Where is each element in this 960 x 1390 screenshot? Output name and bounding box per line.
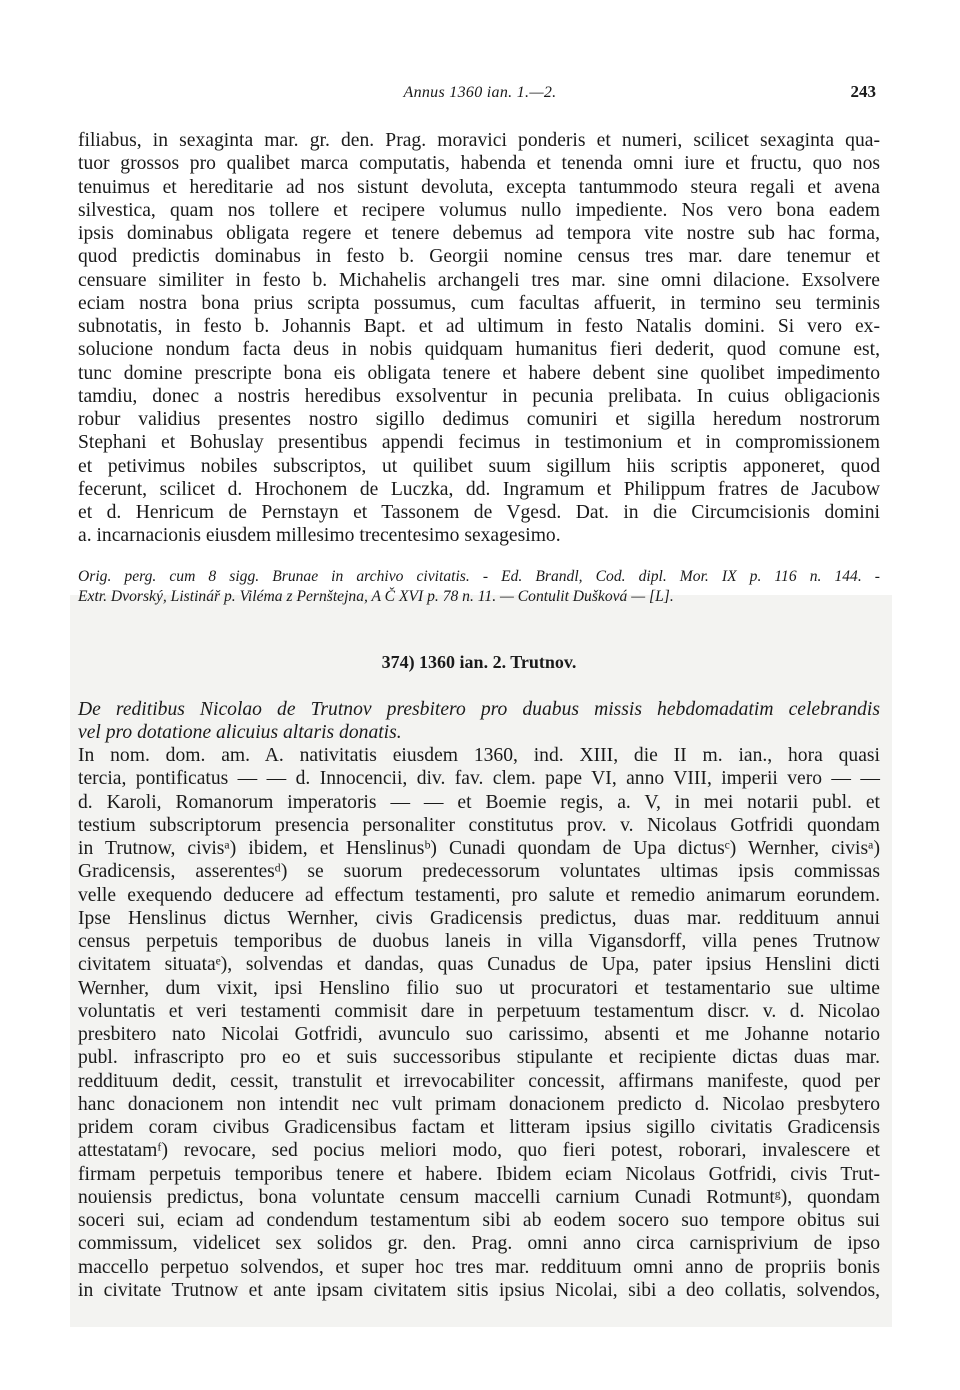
text-line: d. Karoli, Romanorum imperatoris — — et Boemie regis, a. V, in mei notarii publ. et (78, 791, 880, 813)
text-line: In nom. dom. am. A. nativitatis eiusdem 1360, ind. XIII, die II m. ian., hora quasi (78, 745, 880, 766)
text-line: ipsis dominabus obligata regere et tenere debemus ad tempora vite nostre sub hac forma, (78, 223, 880, 244)
source-notes (78, 567, 880, 607)
text-line: publ. infrascripto pro eo et suis successoribus stipulante et recipiente dictas duas mar. (78, 1047, 880, 1069)
text-line: a. incarnacionis eiusdem millesimo trecentesimo sexagesimo. (78, 525, 561, 547)
document-heading: 374) 1360 ian. 2. Trutnov. (381, 652, 577, 672)
text-line: census perpetuis temporibus de duobus laneis in villa Vigansdorff, villa penes Trutnow (78, 931, 880, 952)
text-line: solucione nondum facta deus in nobis quidquam humanitus fieri dederit, quod comune est, (78, 339, 880, 361)
paragraph-document-text (78, 744, 880, 1302)
text-line: reddituum dedit, cessit, transtulit et irrevocabiliter concessit, affirmans manifeste, quod per (78, 1070, 880, 1092)
text-line: robur validius presentes nostro sigillo dedimus comuniri et sigilla heredum nostrorum (78, 409, 880, 430)
text-line: pridem coram civibus Gradicensibus factam et litteram ipsius sigillo civitatis Gradicensis (78, 1117, 880, 1138)
source-note-line: Orig. perg. cum 8 sigg. Brunae in archivo civitatis. - Ed. Brandl, Cod. dipl. Mor. IX p. 116 n. 144. - (78, 568, 880, 585)
text-line: attestatamᶠ) revocare, sed pocius meliori modo, quo fieri potest, roborari, invalescere et (78, 1140, 880, 1162)
text-line: filiabus, in sexaginta mar. gr. den. Prag. moravici ponderis et numeri, scilicet sexaginta qua- (78, 130, 880, 151)
text-line: soceri sui, eciam ad condendum testamentum sibi ab eodem socero suo tempore obitus sui (78, 1210, 880, 1231)
text-line: Wernher, dum vixit, ipsi Henslino filio suo ut procuratori et testamentario sue ultime (78, 977, 880, 999)
text-line: hanc donacionem non intendit nec vult primam donacionem predicto d. Nicolao presbytero (78, 1093, 880, 1115)
regest-line: vel pro dotatione alicuius altaris donatis. (78, 722, 402, 744)
text-line: Ipse Henslinus dictus Wernher, civis Gradicensis predictus, duas mar. reddituum annui (78, 907, 880, 929)
text-line: presbitero nato Nicolai Gotfridi, avunculo suo carissimo, absenti et me Johanne notario (78, 1024, 880, 1045)
text-line: voluntatis et veri testamenti commisit dare in perpetuum testamentum discr. v. d. Nicolao (78, 1000, 880, 1022)
text-line: tamdiu, donec a nostris heredibus exsolventur in pecunia prelibata. In cuius obligacionis (78, 385, 880, 407)
text-line: Gradicensis, asserentesᵈ) se suorum predecessorum voluntates ultimas ipsis commissas (78, 861, 880, 883)
text-line: velle exequendo deducere ad effectum testamenti, pro salute et remedio animarum eorundem. (78, 884, 880, 906)
text-line: et d. Henricum de Pernstayn et Tassonem de Vgesd. Dat. in die Circumcisionis domini (78, 502, 880, 523)
text-line: censuare similiter in festo b. Michahelis archangeli tres mar. sine omni dilacione. Exsolvere (78, 269, 880, 291)
page-number: 243 (850, 82, 876, 101)
text-line: silvestica, quam nos tollere et recipere volumus nullo impediente. Nos vero bona eadem (78, 199, 880, 221)
paragraph-charter-end (78, 129, 880, 548)
text-line: Stephani et Bohuslay presentibus appendi fecimus in testimonium et in compromissionem (78, 432, 880, 454)
text-line: testium subscriptorum presencia personaliter constitutus prov. v. Nicolaus Gotfridi quondam (78, 814, 880, 836)
source-note-line: Extr. Dvorský, Listinář p. Viléma z Pernštejna, A Č XVI p. 78 n. 11. — Contulit Dušková — [L]. (78, 588, 674, 605)
text-line: maccello perpetuo solvendos, et super hoc tres mar. reddituum omni anno de propriis bonis (78, 1256, 880, 1278)
text-line: tenuimus et hereditarie ad nos sistunt devoluta, excepta tantummodo steura regali et avena (78, 176, 880, 198)
text-line: et petivimus nobiles subscriptos, ut quilibet suum sigillum hiis scriptis apponeret, quod (78, 455, 880, 477)
text-line: tuor grossos pro qualibet marca computatis, habenda et tenenda omni iure et fructu, quo nos (78, 153, 880, 175)
text-line: civitatem situataᵉ), solvendas et dandas, quas Cunadus de Upa, pater ipsius Henslini dicti (78, 954, 880, 976)
text-line: quod predictis dominabus in festo b. Georgii nomine census tres mar. dare tenemur et (78, 246, 880, 268)
text-line: eciam nostra bona prius scripta possumus, cum facultas affuerit, in termino seu terminis (78, 292, 880, 314)
text-line: tunc domine prescripte bona eis obligata tenere et habere debent sine quolibet impedimento (78, 362, 880, 384)
text-line: fecerunt, scilicet d. Hrochonem de Luczka, dd. Ingramum et Philippum fratres de Jacubow (78, 478, 880, 500)
text-line: nouiensis predictus, bona voluntate censum maccelli carnium Cunadi Rotmuntᵍ), quondam (78, 1186, 880, 1208)
text-line: tercia, pontificatus — — d. Innocencii, div. fav. clem. pape VI, anno VIII, imperii vero — — (78, 768, 880, 790)
text-line: in civitate Trutnow et ante ipsam civitatem sitis ipsius Nicolai, sibi a deo collatis, solvendos, (78, 1279, 880, 1301)
regest-line: De reditibus Nicolao de Trutnov presbitero pro duabus missis hebdomadatim celebrandis (78, 699, 880, 720)
running-title: Annus 1360 ian. 1.—2. (403, 84, 557, 101)
text-line: subnotatis, in festo b. Johannis Bapt. et ad ultimum in festo Natalis domini. Si vero ex- (78, 316, 880, 337)
text-line: in Trutnow, civisᵃ) ibidem, et Henslinusᵇ) Cunadi quondam de Upa dictusᶜ) Wernher, civisᵃ) (78, 838, 880, 859)
regest (78, 698, 880, 745)
text-line: commissum, videlicet sex solidos gr. den. Prag. omni anno circa carnisprivium de ipso (78, 1233, 880, 1255)
text-line: firmam perpetuis temporibus tenere et habere. Ibidem eciam Nicolaus Gotfridi, civis Trut- (78, 1163, 880, 1185)
page-header (80, 84, 880, 108)
